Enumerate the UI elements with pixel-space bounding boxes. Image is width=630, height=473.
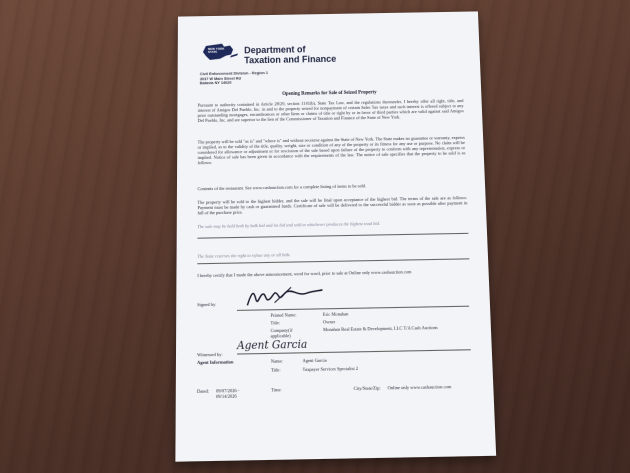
owner-title-label: Title:	[270, 319, 281, 326]
document-title: Opening Remarks for Sale of Seized Property	[282, 90, 377, 98]
paragraph-6: The State reserves the right to refuse any or all bids.	[197, 251, 291, 259]
paragraph-3: Contents of the restaurant. See www.cashauction.com for a complete listing of items to be sold.	[197, 183, 367, 192]
handwritten-signature-icon	[243, 284, 327, 309]
dated-label: Dated:	[196, 388, 210, 394]
agent-name-label: Name:	[270, 358, 283, 364]
certification-text: I hereby certify that I made the above announcement, word for word, prior to sale at Online only www.cashauction.com	[197, 268, 412, 279]
division-block	[200, 71, 268, 86]
company-value: Monahan Real Estate & Development, LLC T/A Cash Auctions	[323, 324, 438, 333]
company-label: Company(if applicable)	[270, 327, 293, 339]
department-line-1: Department of	[244, 44, 306, 56]
address-line-1: 3037 W Main Street Rd	[199, 76, 241, 81]
printed-name-value: Eric Monahan	[322, 311, 349, 317]
division-name: Civil Enforcement Division - Region 1	[199, 70, 269, 77]
owner-title-value: Owner	[322, 318, 336, 325]
location-label: City/State/Zip:	[353, 385, 381, 392]
agent-title-value: Taxpayer Services Specialist 2	[302, 365, 359, 373]
witness-signature: Agent Garcia	[237, 339, 308, 353]
nys-logo	[200, 41, 240, 64]
divider-1	[197, 233, 468, 239]
divider-2	[197, 258, 469, 264]
dated-value: 09/07/2026 - 09/14/2026	[216, 387, 240, 400]
paragraph-2: The property will be sold "as is" and "where is" and without recourse against the State of New York. The State makes no guarantee or warranty, express or implied, as to the validity of the title, quality, weight, size or condition of any of the property or its fitness for any use or purpose. No claim will be considered for allowance or adjustment or for rescission of the sale based upon failure of the property to conform with any representation, express or implied. Notice of sale has been given in accordance with the requirements of the law. The notice of sale specifies that the property to be sold is as follows:	[197, 134, 466, 166]
paragraph-5: The sale may be held both by bulk bid and lot bid and sold to whichever produces the highest total bid.	[197, 220, 381, 230]
document-sheet	[175, 11, 496, 461]
paragraph-1: Pursuant to authority contained in Article 28/29, section 1141(b), State Tax Law, and the regulations thereunder, I hereby offer all right, title, and interest of Amigos Del Pueblo, Inc. in and to the property seized for nonpayment of certain Sales Tax taxes and such interest is offered subject to any prior outstanding mortgages, encumbrances or other liens or claims of title or right by or in favor of third parties which are valid against said Amigos Del Pueblo, Inc. and are superior to the lien of the Commissioner of Taxation and Finance of the State of New York.	[197, 97, 464, 124]
department-line-2: Taxation and Finance	[244, 53, 337, 66]
department-name	[244, 44, 336, 66]
printed-name-label: Printed Name:	[270, 312, 297, 318]
location-value: Online only www.cashauction.com	[387, 383, 452, 391]
logo-state-text: NEW YORK STATE	[207, 46, 225, 55]
agent-name-value: Agent Garcia	[302, 357, 327, 364]
paragraph-4: The property will be sold to the highest bidder, and the sale will be final upon acceptance of the highest bid. The terms of the sale are as follows: Payment must be made by cash or guaranteed funds. Certificate of sale will be delivered to the successful bidder as soon as possible after payment in full of the purchase price.	[197, 194, 468, 216]
time-label: Time:	[271, 386, 282, 393]
agent-info-label: Agent Information	[197, 359, 234, 366]
signed-by-label: Signed by:	[197, 301, 217, 308]
owner-signature	[243, 284, 327, 309]
address-line-2: Batavia NY 14020	[199, 80, 232, 86]
agent-title-label: Title:	[270, 366, 281, 373]
witnessed-by-label: Witnessed by:	[197, 351, 223, 358]
